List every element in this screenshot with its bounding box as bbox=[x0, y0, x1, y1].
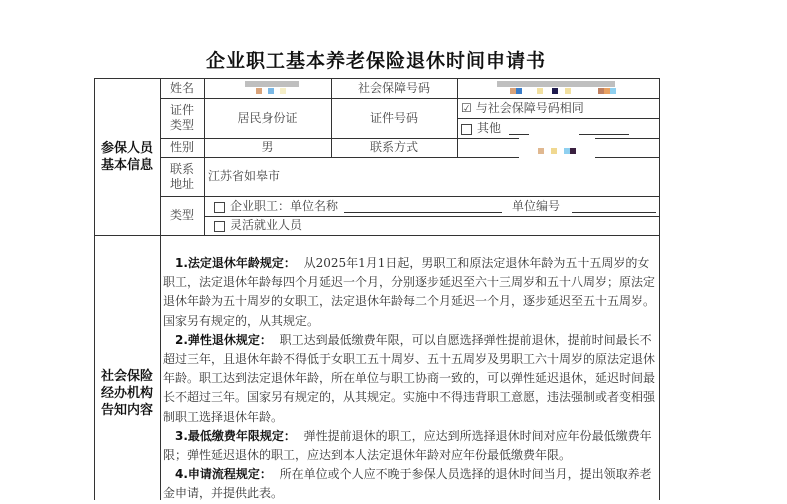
address-label bbox=[160, 157, 204, 196]
checkbox-checked-icon[interactable]: ☑ bbox=[461, 100, 472, 115]
redaction-pixel bbox=[551, 148, 557, 154]
redaction-pixel bbox=[570, 148, 576, 154]
unit-name-input[interactable] bbox=[344, 200, 502, 213]
type-option-enterprise[interactable] bbox=[204, 196, 659, 216]
contact-label: 联系方式 bbox=[369, 140, 418, 154]
redaction-pixel bbox=[610, 88, 616, 94]
id-same-label: 与社会保障号码相同 bbox=[475, 100, 584, 115]
flexible-label: 灵活就业人员 bbox=[230, 218, 303, 232]
redaction-pixel bbox=[538, 148, 544, 154]
notice-item bbox=[163, 331, 657, 427]
gender-label: 性别 bbox=[169, 140, 194, 154]
type-label: 类型 bbox=[169, 208, 194, 222]
name-label: 姓名 bbox=[169, 80, 194, 95]
notice-content bbox=[163, 254, 657, 504]
notice-item bbox=[163, 427, 657, 465]
unit-number-label: 单位编号 bbox=[512, 198, 561, 213]
redaction-pixel bbox=[256, 88, 262, 94]
document-title: 企业职工基本养老保险退休时间申请书 bbox=[205, 50, 546, 72]
section-label-notice bbox=[94, 360, 160, 426]
checkbox-icon[interactable] bbox=[214, 221, 225, 232]
notice-heading: 4.申请流程规定： bbox=[175, 467, 272, 482]
notice-heading: 1.法定退休年龄规定： bbox=[175, 256, 296, 270]
section-label-line: 社会保险 bbox=[100, 368, 153, 384]
notice-text: 从2025年1月1日起，男职工和原法定退休年龄为五十五周岁的女职工，法定退休年龄每四个月延迟一个月，分别逐步延迟至六十三周岁和五十八周岁；原法定退休年龄为五十周岁的女职工，法定退休年龄每二个月延迟一个月，逐步延迟至五十五周岁。国家另有规定的，从其规定。 bbox=[163, 256, 656, 328]
notice-item bbox=[163, 465, 657, 503]
id-type-value[interactable]: 居民身份证 bbox=[237, 110, 298, 125]
address-label-line: 联系 bbox=[169, 161, 194, 176]
id-same-option[interactable] bbox=[457, 98, 659, 118]
checkbox-icon[interactable] bbox=[461, 124, 472, 135]
notice-item bbox=[163, 254, 657, 331]
redaction-pixel bbox=[537, 88, 543, 94]
section-label-line: 参保人员 bbox=[100, 140, 153, 156]
checkbox-icon[interactable] bbox=[214, 202, 225, 213]
address-value[interactable]: 江苏省如皋市 bbox=[208, 169, 281, 183]
section-label-line: 基本信息 bbox=[100, 157, 153, 173]
redaction-bar bbox=[497, 81, 615, 87]
contact-value-redacted bbox=[457, 138, 458, 139]
section-label-basic-info bbox=[94, 78, 160, 235]
table-border-right bbox=[659, 78, 660, 500]
redaction-pixel bbox=[268, 88, 274, 94]
section-label-line: 告知内容 bbox=[100, 402, 153, 418]
enterprise-label: 企业职工：单位名称 bbox=[230, 198, 339, 213]
id-other-input[interactable] bbox=[509, 122, 529, 135]
id-type-label-line: 证件 bbox=[169, 103, 194, 117]
notice-text: 弹性提前退休的职工，应达到所选择退休时间对应年份最低缴费年限；弹性延迟退休的职工，应达到本人法定退休年龄对应年份最低缴费年限。 bbox=[163, 428, 652, 463]
id-other-label: 其他 bbox=[477, 120, 502, 135]
id-number-label: 证件号码 bbox=[369, 110, 418, 125]
redaction-pixel bbox=[552, 88, 558, 94]
notice-heading: 2.弹性退休规定： bbox=[175, 332, 272, 347]
notice-heading: 3.最低缴费年限规定： bbox=[175, 428, 296, 443]
notice-text: 职工达到最低缴费年限，可以自愿选择弹性提前退休，提前时间最长不超过三年，且退休年龄不得低于女职工五十周岁、五十五周岁及男职工六十周岁的原法定退休年龄。职工达到法定退休年龄，所在单位与职工协商一致的，可以弹性延迟退休，延迟时间最长不超过三年。国家另有规定的，从其规定。实施中不得违背职工意愿，违法强制或者变相强制职工选择退休年龄。 bbox=[163, 332, 656, 424]
id-other-option[interactable] bbox=[457, 118, 659, 138]
redaction-pixel bbox=[565, 88, 571, 94]
id-type-label bbox=[160, 98, 204, 138]
gender-value[interactable]: 男 bbox=[261, 140, 274, 154]
ssn-label: 社会保障号码 bbox=[357, 80, 430, 95]
unit-number-input[interactable] bbox=[572, 200, 656, 213]
ssn-value-redacted bbox=[457, 78, 458, 79]
address-label-line: 地址 bbox=[169, 176, 194, 191]
section-label-line: 经办机构 bbox=[100, 385, 153, 401]
redaction-bar bbox=[245, 81, 299, 87]
redaction-pixel bbox=[280, 88, 286, 94]
name-value-redacted bbox=[204, 78, 205, 79]
redaction-pixel bbox=[516, 88, 522, 94]
notice-text: 所在单位或个人应不晚于参保人员选择的退休时间当月，提出领取养老金申请，并提供此表。 bbox=[163, 467, 652, 501]
id-type-label-line: 类型 bbox=[169, 118, 194, 132]
type-option-flexible[interactable] bbox=[204, 216, 659, 235]
section-divider bbox=[94, 235, 660, 236]
id-other-input-line bbox=[579, 122, 629, 135]
